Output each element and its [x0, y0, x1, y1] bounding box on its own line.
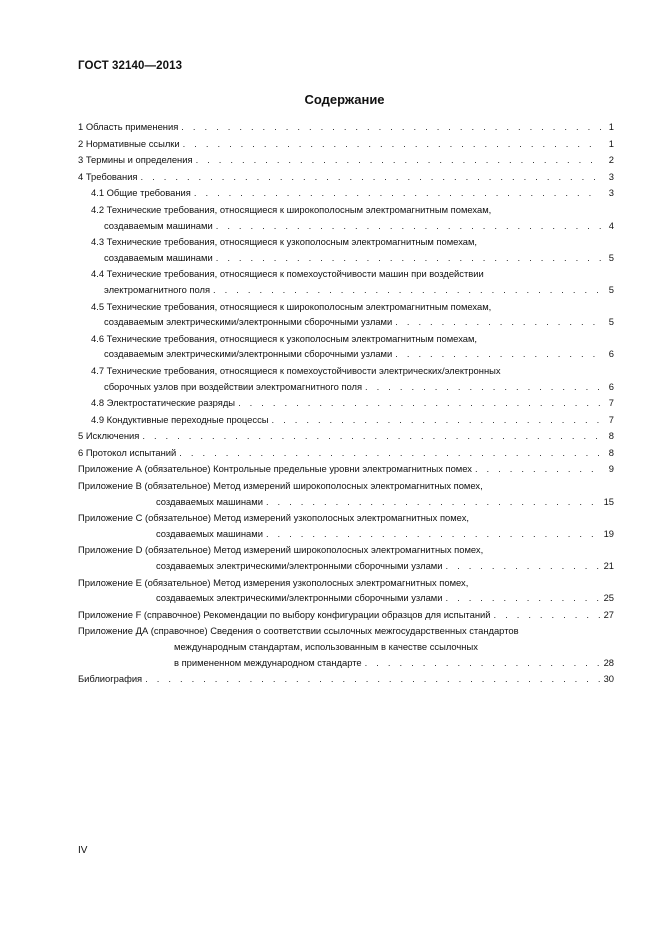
toc-page-number: 8	[608, 430, 614, 442]
toc-entry-text: международным стандартам, использованным в качестве ссылочных	[174, 641, 478, 652]
toc-entry-text: Приложение В (обязательное) Метод измерений широкополосных электромагнитных помех,	[78, 480, 483, 492]
toc-entry[interactable]	[78, 152, 614, 168]
toc-entry-text: 2 Нормативные ссылки	[78, 137, 180, 149]
toc-leader-dots	[365, 655, 601, 671]
toc-entry[interactable]	[78, 542, 614, 573]
toc-page-number: 3	[608, 170, 614, 182]
toc-entry[interactable]	[78, 428, 614, 444]
toc-leader-dots	[141, 169, 601, 185]
toc-page-number: 4	[608, 219, 614, 231]
toc-entry-text: 4.6 Технические требования, относящиеся к узкополосным электромагнитным помехам,	[91, 332, 478, 344]
toc-entry-text: 4 Требования	[78, 170, 138, 182]
toc-leader-dots	[238, 395, 601, 411]
toc-leader-dots	[179, 445, 601, 461]
toc-entry[interactable]	[78, 575, 614, 606]
toc-page-number: 3	[608, 187, 614, 199]
toc-entry[interactable]	[78, 395, 614, 411]
toc-entry-text: 4.4 Технические требования, относящиеся к помехоустойчивости машин при воздействии	[91, 268, 484, 280]
table-of-contents	[78, 119, 614, 688]
toc-entry-text: электромагнитного поля	[104, 283, 211, 295]
toc-entry[interactable]	[78, 461, 614, 477]
toc-entry-text: создаваемым электрическими/электронными сборочными узлами	[104, 348, 393, 360]
toc-entry[interactable]	[78, 671, 614, 687]
toc-entry[interactable]	[78, 478, 614, 509]
toc-entry-text: 4.3 Технические требования, относящиеся к узкополосным электромагнитным помехам,	[91, 236, 478, 248]
toc-entry[interactable]	[78, 607, 614, 623]
toc-entry[interactable]	[78, 119, 614, 135]
toc-page-number: 6	[608, 380, 614, 392]
toc-entry[interactable]	[78, 202, 614, 233]
toc-entry-text: 1 Область применения	[78, 121, 179, 132]
toc-page-number: 5	[608, 316, 614, 328]
toc-leader-dots	[181, 119, 601, 135]
toc-entry-text: создаваемых машинами	[156, 527, 263, 539]
toc-page-number: 8	[608, 446, 614, 458]
toc-entry-text: 4.7 Технические требования, относящиеся к помехоустойчивости электрических/электронных	[91, 364, 501, 376]
toc-page-number: 5	[608, 251, 614, 263]
toc-entry[interactable]	[78, 169, 614, 185]
toc-leader-dots	[494, 607, 601, 623]
toc-page-number: 5	[608, 283, 614, 295]
page-number: IV	[78, 845, 88, 856]
toc-leader-dots	[395, 314, 601, 330]
toc-entry-text: Приложение D (обязательное) Метод измерений широкополосных электромагнитных помех,	[78, 544, 484, 556]
toc-entry-text: 4.5 Технические требования, относящиеся к широкополосным электромагнитным помехам,	[91, 300, 492, 312]
toc-entry-text: Приложение А (обязательное) Контрольные предельные уровни электромагнитных помех	[78, 463, 472, 475]
toc-leader-dots	[216, 250, 601, 266]
toc-page-number: 30	[603, 673, 614, 685]
toc-entry[interactable]	[78, 185, 614, 201]
toc-entry[interactable]	[78, 136, 614, 152]
toc-leader-dots	[272, 412, 601, 428]
toc-entry-text: создаваемым машинами	[104, 251, 213, 263]
toc-page-number: 1	[608, 121, 614, 132]
toc-page-number: 6	[608, 348, 614, 360]
toc-entry-text: создаваемых машинами	[156, 495, 263, 507]
toc-page-number: 15	[603, 495, 614, 507]
toc-entry-text: Приложение С (обязательное) Метод измерений узкополосных электромагнитных помех,	[78, 512, 469, 524]
toc-entry-text: Приложение ДА (справочное) Сведения о соответствии ссылочных межгосударственных стандартов	[78, 625, 519, 637]
toc-entry-text: 4.2 Технические требования, относящиеся к широкополосным электромагнитным помехам,	[91, 203, 492, 215]
toc-leader-dots	[266, 526, 601, 542]
toc-leader-dots	[445, 590, 600, 606]
toc-entry[interactable]	[78, 623, 614, 670]
toc-entry-text: Приложение F (справочное) Рекомендации по выбору конфигурации образцов для испытаний	[78, 608, 491, 620]
toc-entry[interactable]	[78, 299, 614, 330]
toc-entry[interactable]	[78, 266, 614, 297]
toc-entry-text: создаваемым электрическими/электронными сборочными узлами	[104, 316, 393, 328]
toc-leader-dots	[475, 461, 601, 477]
toc-entry-text: создаваемых электрическими/электронными сборочными узлами	[156, 560, 443, 572]
toc-page-number: 7	[608, 413, 614, 425]
toc-page-number: 9	[608, 463, 614, 475]
toc-page-number: 1	[608, 137, 614, 149]
toc-entry[interactable]	[78, 445, 614, 461]
toc-page-number: 19	[603, 527, 614, 539]
page-title: Содержание	[304, 92, 385, 107]
toc-entry[interactable]	[78, 363, 614, 394]
toc-entry-text: в примененном международном стандарте	[174, 656, 362, 668]
toc-leader-dots	[145, 671, 600, 687]
toc-entry[interactable]	[78, 331, 614, 362]
toc-page-number: 27	[603, 608, 614, 620]
toc-leader-dots	[395, 346, 601, 362]
toc-leader-dots	[216, 218, 601, 234]
toc-entry-text: 4.1 Общие требования	[91, 187, 191, 199]
toc-entry-text: 6 Протокол испытаний	[78, 446, 177, 458]
toc-entry-text: 4.8 Электростатические разряды	[91, 397, 236, 409]
toc-leader-dots	[142, 428, 601, 444]
toc-entry-text: Библиография	[78, 673, 143, 685]
toc-entry-text: Приложение Е (обязательное) Метод измерения узкополосных электромагнитных помех,	[78, 576, 469, 588]
toc-entry-text: создаваемым машинами	[104, 219, 213, 231]
toc-page-number: 28	[603, 656, 614, 668]
toc-page-number: 21	[603, 560, 614, 572]
toc-page-number: 25	[603, 592, 614, 604]
standard-designation: ГОСТ 32140—2013	[78, 60, 183, 72]
toc-entry[interactable]	[78, 510, 614, 541]
toc-leader-dots	[194, 185, 601, 201]
toc-leader-dots	[365, 379, 601, 395]
toc-leader-dots	[266, 494, 601, 510]
toc-leader-dots	[183, 136, 601, 152]
toc-entry-text: 5 Исключения	[78, 430, 140, 442]
toc-entry-text: 3 Термины и определения	[78, 154, 193, 166]
toc-entry[interactable]	[78, 412, 614, 428]
toc-entry[interactable]	[78, 234, 614, 265]
toc-page-number: 7	[608, 397, 614, 409]
toc-leader-dots	[445, 558, 600, 574]
toc-page-number: 2	[608, 154, 614, 166]
toc-leader-dots	[213, 282, 601, 298]
toc-entry-text: 4.9 Кондуктивные переходные процессы	[91, 413, 269, 425]
toc-entry-text: создаваемых электрическими/электронными сборочными узлами	[156, 592, 443, 604]
toc-entry-text: сборочных узлов при воздействии электромагнитного поля	[104, 380, 363, 392]
toc-leader-dots	[196, 152, 601, 168]
